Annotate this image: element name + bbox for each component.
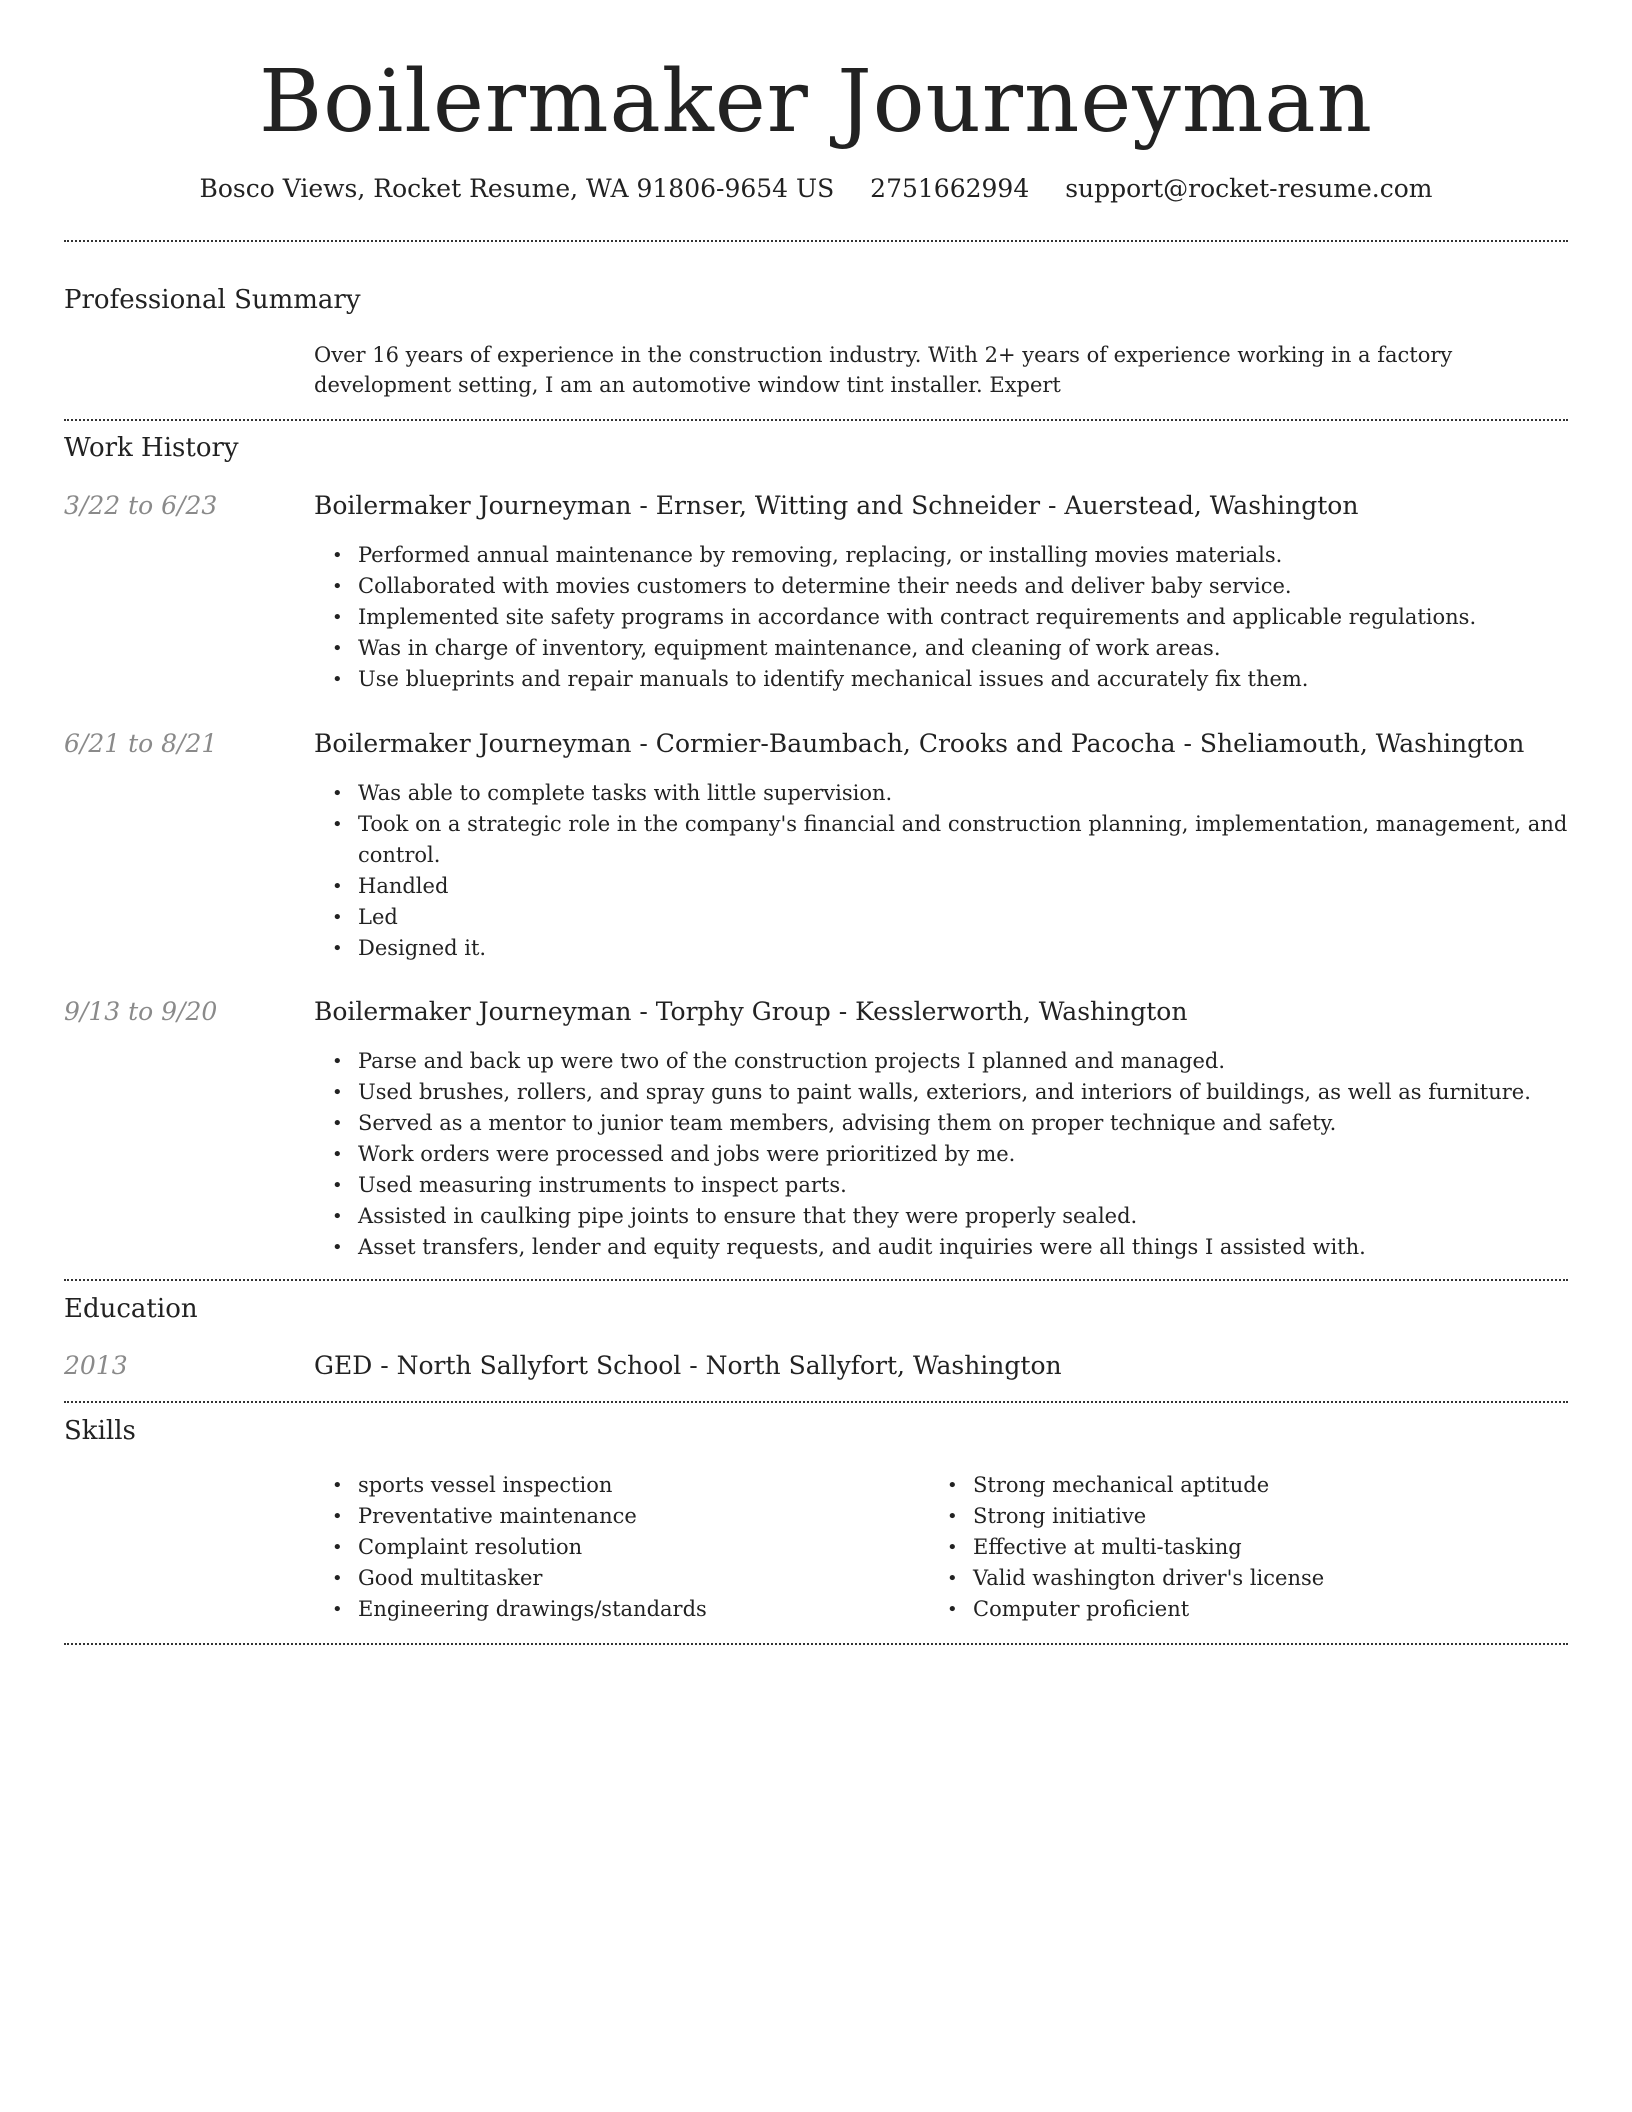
email: support@rocket-resume.com — [1065, 174, 1433, 203]
job-bullets — [314, 1046, 1588, 1263]
list-item: • Served as a mentor to junior team members, advising them on proper technique and safety. — [358, 1108, 1588, 1139]
skills-list-left — [314, 1470, 918, 1625]
phone: 2751662994 — [870, 174, 1030, 203]
candidate-name: Boilermaker Journeyman — [258, 52, 1374, 152]
list-item: • Used measuring instruments to inspect parts. — [358, 1170, 1588, 1201]
job-bullets — [314, 778, 1588, 964]
list-item: • Work orders were processed and jobs were prioritized by me. — [358, 1139, 1588, 1170]
list-item: • Collaborated with movies customers to determine their needs and deliver baby service. — [358, 571, 1588, 602]
list-item: • Took on a strategic role in the company's financial and construction planning, implementation, management, and control. — [358, 809, 1588, 871]
job-dates: 3/22 to 6/23 — [64, 491, 218, 520]
list-item: • Use blueprints and repair manuals to identify mechanical issues and accurately fix them. — [358, 664, 1588, 695]
list-item: • Complaint resolution — [358, 1532, 918, 1563]
list-item: • Good multitasker — [358, 1563, 918, 1594]
list-item: • Used brushes, rollers, and spray guns to paint walls, exteriors, and interiors of buildings, as well as furniture. — [358, 1077, 1588, 1108]
list-item: • Designed it. — [358, 933, 1588, 964]
list-item: • Performed annual maintenance by removing, replacing, or installing movies materials. — [358, 540, 1588, 571]
list-item: • Valid washington driver's license — [973, 1563, 1533, 1594]
job-bullets — [314, 540, 1588, 695]
job-heading: Boilermaker Journeyman - Torphy Group - Kesslerworth, Washington — [314, 997, 1188, 1026]
list-item: • Was in charge of inventory, equipment maintenance, and cleaning of work areas. — [358, 633, 1588, 664]
job-dates: 6/21 to 8/21 — [64, 729, 218, 758]
job-dates: 9/13 to 9/20 — [64, 997, 218, 1026]
contact-line — [64, 172, 1568, 206]
divider — [64, 1643, 1568, 1645]
skills-section-title: Skills — [64, 1416, 136, 1446]
list-item: • Asset transfers, lender and equity requests, and audit inquiries were all things I assisted with. — [358, 1232, 1588, 1263]
list-item: • Preventative maintenance — [358, 1501, 918, 1532]
list-item: • Parse and back up were two of the construction projects I planned and managed. — [358, 1046, 1588, 1077]
list-item: • Computer proficient — [973, 1594, 1533, 1625]
divider — [64, 240, 1568, 242]
work-section-title: Work History — [64, 433, 239, 463]
summary-text: Over 16 years of experience in the construction industry. With 2+ years of experience working in a factory development setting, I am an automotive window tint installer. Expert — [314, 343, 1453, 397]
education-section-title: Education — [64, 1294, 198, 1324]
resume-page — [64, 0, 1568, 1621]
list-item: • sports vessel inspection — [358, 1470, 918, 1501]
skills-list-right — [929, 1470, 1533, 1625]
list-item: • Assisted in caulking pipe joints to ensure that they were properly sealed. — [358, 1201, 1588, 1232]
list-item: • Implemented site safety programs in accordance with contract requirements and applicable regulations. — [358, 602, 1588, 633]
address: Bosco Views, Rocket Resume, WA 91806-9654 US — [199, 174, 835, 203]
list-item: • Was able to complete tasks with little supervision. — [358, 778, 1588, 809]
education-heading: GED - North Sallyfort School - North Sallyfort, Washington — [314, 1351, 1062, 1380]
divider — [64, 1279, 1568, 1281]
job-heading: Boilermaker Journeyman - Cormier-Baumbach, Crooks and Pacocha - Sheliamouth, Washington — [314, 729, 1525, 758]
list-item: • Engineering drawings/standards — [358, 1594, 918, 1625]
list-item: • Effective at multi-tasking — [973, 1532, 1533, 1563]
divider — [64, 1401, 1568, 1403]
summary-section-title: Professional Summary — [64, 285, 361, 315]
list-item: • Strong initiative — [973, 1501, 1533, 1532]
job-heading: Boilermaker Journeyman - Ernser, Witting and Schneider - Auerstead, Washington — [314, 491, 1359, 520]
list-item: • Strong mechanical aptitude — [973, 1470, 1533, 1501]
divider — [64, 419, 1568, 421]
education-year: 2013 — [64, 1351, 128, 1380]
list-item: • Handled — [358, 871, 1588, 902]
list-item: • Led — [358, 902, 1588, 933]
